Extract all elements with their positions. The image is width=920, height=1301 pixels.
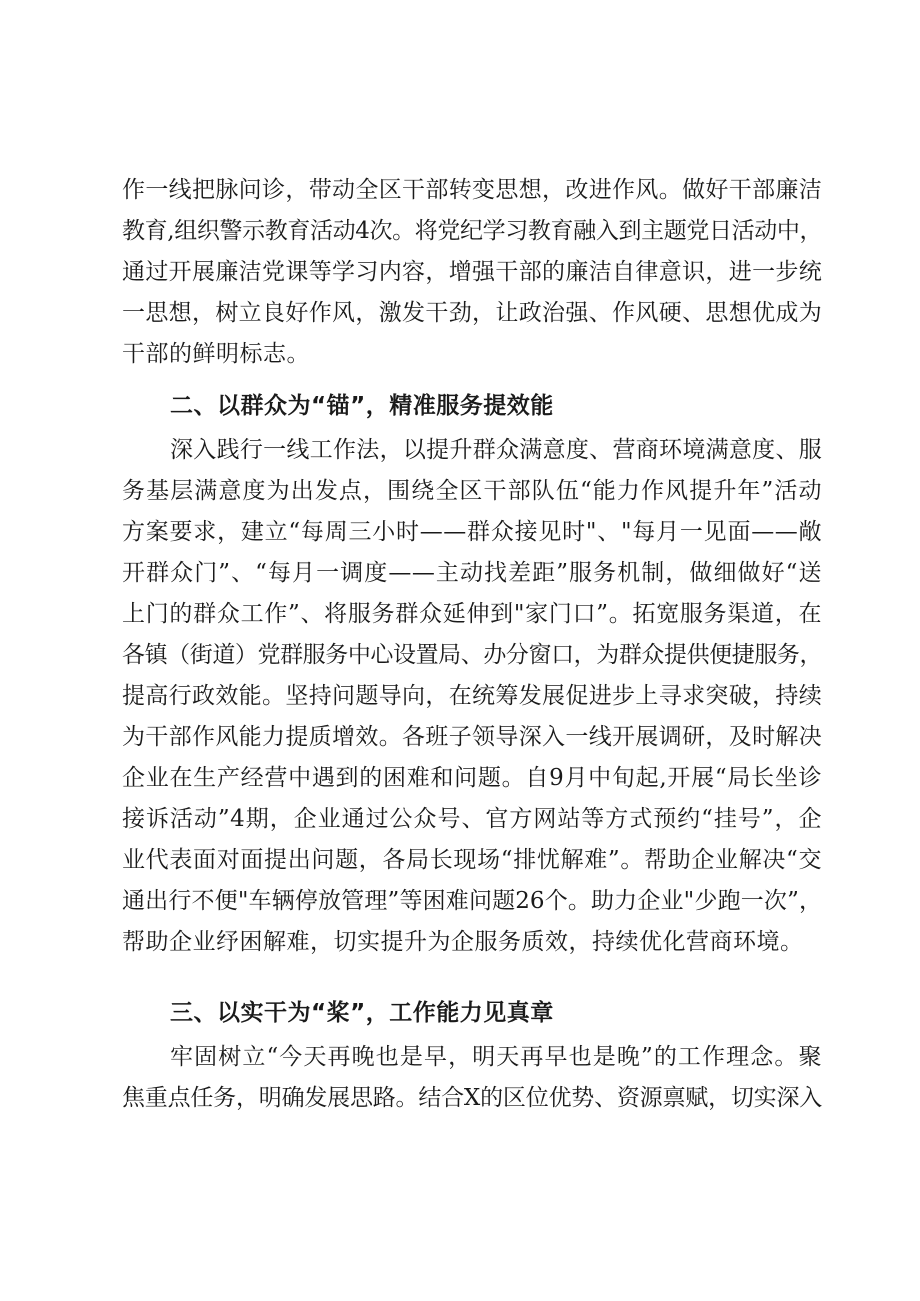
paragraph-2-line: 业代表面对面提出问题，各局长现场“排忧解难”。帮助企业解决“交: [122, 847, 822, 873]
paragraph-2-line: 各镇（街道）党群服务中心设置局、办分窗口，为群众提供便捷服务，: [122, 642, 822, 668]
paragraph-2-line: 为干部作风能力提质增效。各班子领导深入一线开展调研，及时解决: [122, 724, 822, 750]
paragraph-2-line: 上门的群众工作”、将服务群众延伸到"家门口”。拓宽服务渠道，在: [122, 601, 822, 627]
paragraph-1-line: 教育,组织警示教育活动4次。将党纪学习教育融入到主题党日活动中，: [122, 218, 822, 244]
paragraph-2-line: 通出行不便"车辆停放管理”等困难问题26个。助力企业"少跑一次”，: [122, 888, 822, 914]
paragraph-2-line: 帮助企业纾困解难，切实提升为企服务质效，持续优化营商环境。: [122, 929, 804, 955]
paragraph-1-line: 一思想，树立良好作风，激发干劲，让政治强、作风硬、思想优成为: [122, 300, 822, 326]
paragraph-2-line: 企业在生产经营中遇到的困难和问题。自9月中旬起,开展“局长坐诊: [122, 765, 822, 791]
paragraph-1-line: 作一线把脉问诊，带动全区干部转变思想，改进作风。做好干部廉洁: [122, 177, 822, 203]
paragraph-1-line: 通过开展廉洁党课等学习内容，增强干部的廉洁自律意识，进一步统: [122, 259, 822, 285]
paragraph-2-line: 务基层满意度为出发点，围绕全区干部队伍“能力作风提升年”活动: [122, 478, 822, 504]
paragraph-3-line: 牢固树立“今天再晚也是早，明天再早也是晚”的工作理念。聚: [170, 1044, 822, 1070]
paragraph-1-line: 干部的鲜明标志。: [122, 341, 310, 367]
paragraph-2-line: 开群众门”、“每月一调度——主动找差距”服务机制，做细做好“送: [122, 560, 822, 586]
paragraph-3-line: 焦重点任务，明确发展思路。结合X的区位优势、资源禀赋，切实深入: [122, 1085, 822, 1111]
paragraph-2-line: 接诉活动”4期，企业通过公众号、官方网站等方式预约“挂号”，企: [122, 806, 822, 832]
paragraph-2-line: 提高行政效能。坚持问题导向，在统筹发展促进步上寻求突破，持续: [122, 683, 822, 709]
section-heading-3: 三、以实干为“桨”，工作能力见真章: [170, 1000, 554, 1026]
section-heading-2: 二、以群众为“锚”，精准服务提效能: [170, 393, 554, 419]
paragraph-2-line: 深入践行一线工作法，以提升群众满意度、营商环境满意度、服: [170, 437, 822, 463]
paragraph-2-line: 方案要求，建立“每周三小时——群众接见时"、"每月一见面——敞: [122, 519, 822, 545]
